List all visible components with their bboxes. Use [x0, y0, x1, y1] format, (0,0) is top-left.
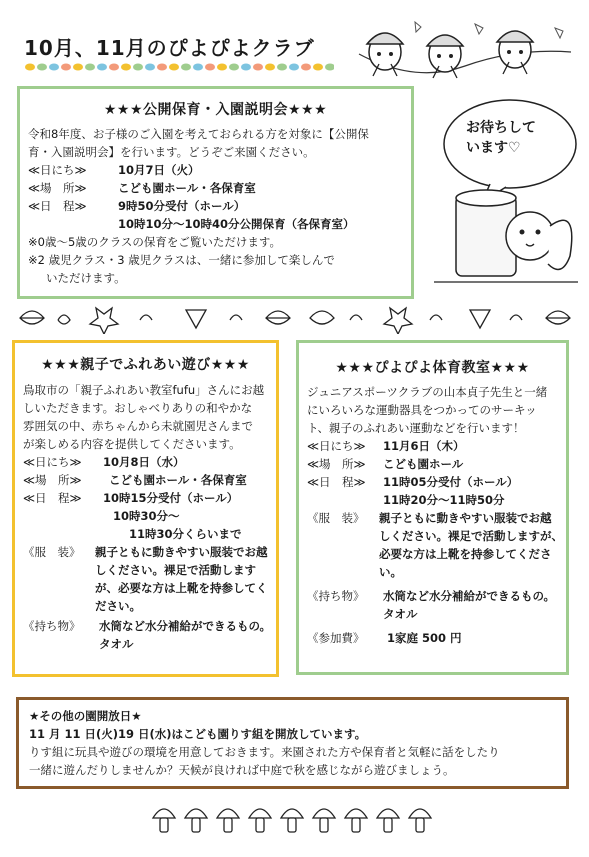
pyo-row-schedule-2 — [307, 491, 569, 509]
parent-bring-2: タオル — [99, 637, 134, 651]
bubble-line-2: います♡ — [466, 140, 521, 156]
public-intro-1: 令和8年度、お子様のご入園を考えておられる方を対象に【公開保 — [28, 127, 369, 141]
pyo-fee-label: 《参加費》 — [307, 631, 365, 645]
dot-divider — [24, 62, 334, 72]
parent-header: ★★★親子でふれあい遊び★★★ — [41, 357, 250, 373]
pyo-place-value: こども園ホール — [383, 457, 464, 471]
parent-intro-3: 雰囲気の中、赤ちゃんから未就園児さんまで — [23, 419, 253, 433]
public-row-schedule-2 — [28, 215, 408, 233]
parent-bring-block — [23, 617, 278, 657]
parent-row-schedule-2 — [23, 507, 278, 525]
public-note-3: いただけます。 — [46, 271, 126, 285]
pyo-row-schedule — [307, 473, 569, 491]
pyo-dress-1: 親子ともに動きやすい服装でお越 — [379, 511, 552, 525]
pyo-row-place — [307, 455, 569, 473]
parent-date-value: 10月8日（水） — [103, 455, 185, 469]
parent-schedule-value-3: 11時30分くらいまで — [129, 527, 242, 541]
piyo-gym-section — [296, 340, 569, 675]
public-intro-2: 育・入園説明会】を行います。どうぞご来園ください。 — [28, 145, 315, 159]
parent-intro-4: が楽しめる内容を提供してくださいます。 — [23, 437, 241, 451]
pyo-bring-label: 《持ち物》 — [307, 589, 365, 603]
public-schedule-label: ≪日 程≫ — [28, 199, 87, 213]
other-line-2: りす組に玩具や遊びの環境を用意しておきます。来園された方や保育者と気軽に話をしたり — [29, 745, 500, 759]
pyo-row-date — [307, 437, 569, 455]
public-schedule-value: 9時50分受付（ホール） — [118, 199, 246, 213]
pyo-bring-2: タオル — [383, 607, 418, 621]
public-schedule-value-2: 10時10分～10時40分公開保育（各保育室） — [118, 217, 355, 231]
pyo-place-label: ≪場 所≫ — [307, 457, 366, 471]
pyo-schedule-label: ≪日 程≫ — [307, 475, 366, 489]
parent-place-label: ≪場 所≫ — [23, 473, 82, 487]
parent-intro-1: 鳥取市の「親子ふれあい教室fufu」さんにお越 — [23, 383, 265, 397]
public-date-value: 10月7日（火） — [118, 163, 200, 177]
public-row-place — [28, 179, 408, 197]
page-title: 10月、11月のぴよぴよクラブ — [24, 36, 315, 60]
parent-dress-1: 親子ともに動きやすい服装でお越 — [95, 545, 268, 559]
parent-dress-2: しください。裸足で活動します — [95, 563, 256, 577]
parent-intro-2: しいただきます。おしゃべりありの和やかな — [23, 401, 253, 415]
public-note-1: ※0歳～5歳のクラスの保育をご覧いただけます。 — [28, 235, 282, 249]
parent-row-date — [23, 453, 278, 471]
parent-row-schedule — [23, 489, 278, 507]
public-place-label: ≪場 所≫ — [28, 181, 87, 195]
parent-place-value: こども園ホール・各保育室 — [109, 473, 247, 487]
public-note-2: ※2 歳児クラス・3 歳児クラスは、一緒に参加して楽しんで — [28, 253, 335, 267]
pyo-dress-2: しください。裸足で活動しますが、 — [379, 529, 563, 543]
parent-bring-1: 水筒など水分補給ができるもの。 — [99, 619, 272, 633]
pyo-dress-block — [307, 509, 569, 583]
pyo-fee-row — [307, 629, 569, 647]
bubble-line-1: お待ちして — [466, 120, 536, 136]
acorn-characters-illustration — [355, 14, 575, 90]
parent-row-schedule-3 — [23, 525, 278, 543]
other-header: ★その他の園開放日★ — [29, 709, 142, 723]
pyo-date-value: 11月6日（木） — [383, 439, 465, 453]
public-row-date — [28, 161, 408, 179]
parent-schedule-label: ≪日 程≫ — [23, 491, 82, 505]
parent-play-section — [12, 340, 279, 677]
public-header: ★★★公開保育・入園説明会★★★ — [103, 102, 328, 118]
other-line-3: 一緒に遊んだりしませんか？天候が良ければ中庭で秋を感じながら遊びましょう。 — [29, 763, 455, 777]
other-line-1: 11 月 11 日(火)19 日(水)はこども園りす組を開放しています。 — [29, 727, 367, 741]
public-place-value: こども園ホール・各保育室 — [118, 181, 256, 195]
bubble-text — [466, 118, 536, 158]
public-row-schedule — [28, 197, 408, 215]
pyo-bring-block — [307, 587, 569, 627]
pyo-intro-3: ト、親子のふれあい運動などを行います！ — [307, 421, 525, 435]
mushroom-divider — [150, 798, 440, 840]
parent-schedule-value-2: 10時30分～ — [113, 509, 180, 523]
pyo-date-label: ≪日にち≫ — [307, 439, 366, 453]
pyo-header: ★★★ぴよぴよ体育教室★★★ — [335, 360, 530, 376]
pyo-dress-label: 《服 装》 — [307, 511, 365, 525]
parent-dress-4: ださい。 — [95, 599, 141, 613]
pyo-dress-4: い。 — [379, 565, 402, 579]
parent-row-place — [23, 471, 278, 489]
public-nursery-section — [17, 86, 414, 299]
pyo-dress-3: 必要な方は上靴を持参してくださ — [379, 547, 552, 561]
pyo-schedule-value-2: 11時20分～11時50分 — [383, 493, 505, 507]
pyo-fee-value: 1家庭 500 円 — [387, 631, 462, 645]
pyo-bring-1: 水筒など水分補給ができるもの。 — [383, 589, 556, 603]
parent-date-label: ≪日にち≫ — [23, 455, 82, 469]
pyo-schedule-value: 11時05分受付（ホール） — [383, 475, 519, 489]
pyo-intro-1: ジュニアスポーツクラブの山本貞子先生と一緒 — [307, 385, 548, 399]
public-date-label: ≪日にち≫ — [28, 163, 87, 177]
parent-dress-3: が、必要な方は上靴を持参してく — [95, 581, 268, 595]
pyo-intro-2: にいろいろな運動器具をつかってのサーキッ — [307, 403, 537, 417]
parent-schedule-value: 10時15分受付（ホール） — [103, 491, 239, 505]
leaf-divider — [10, 300, 580, 334]
parent-dress-label: 《服 装》 — [23, 545, 81, 559]
parent-dress-block — [23, 543, 278, 615]
parent-bring-label: 《持ち物》 — [23, 619, 81, 633]
other-open-days-section — [16, 697, 569, 789]
